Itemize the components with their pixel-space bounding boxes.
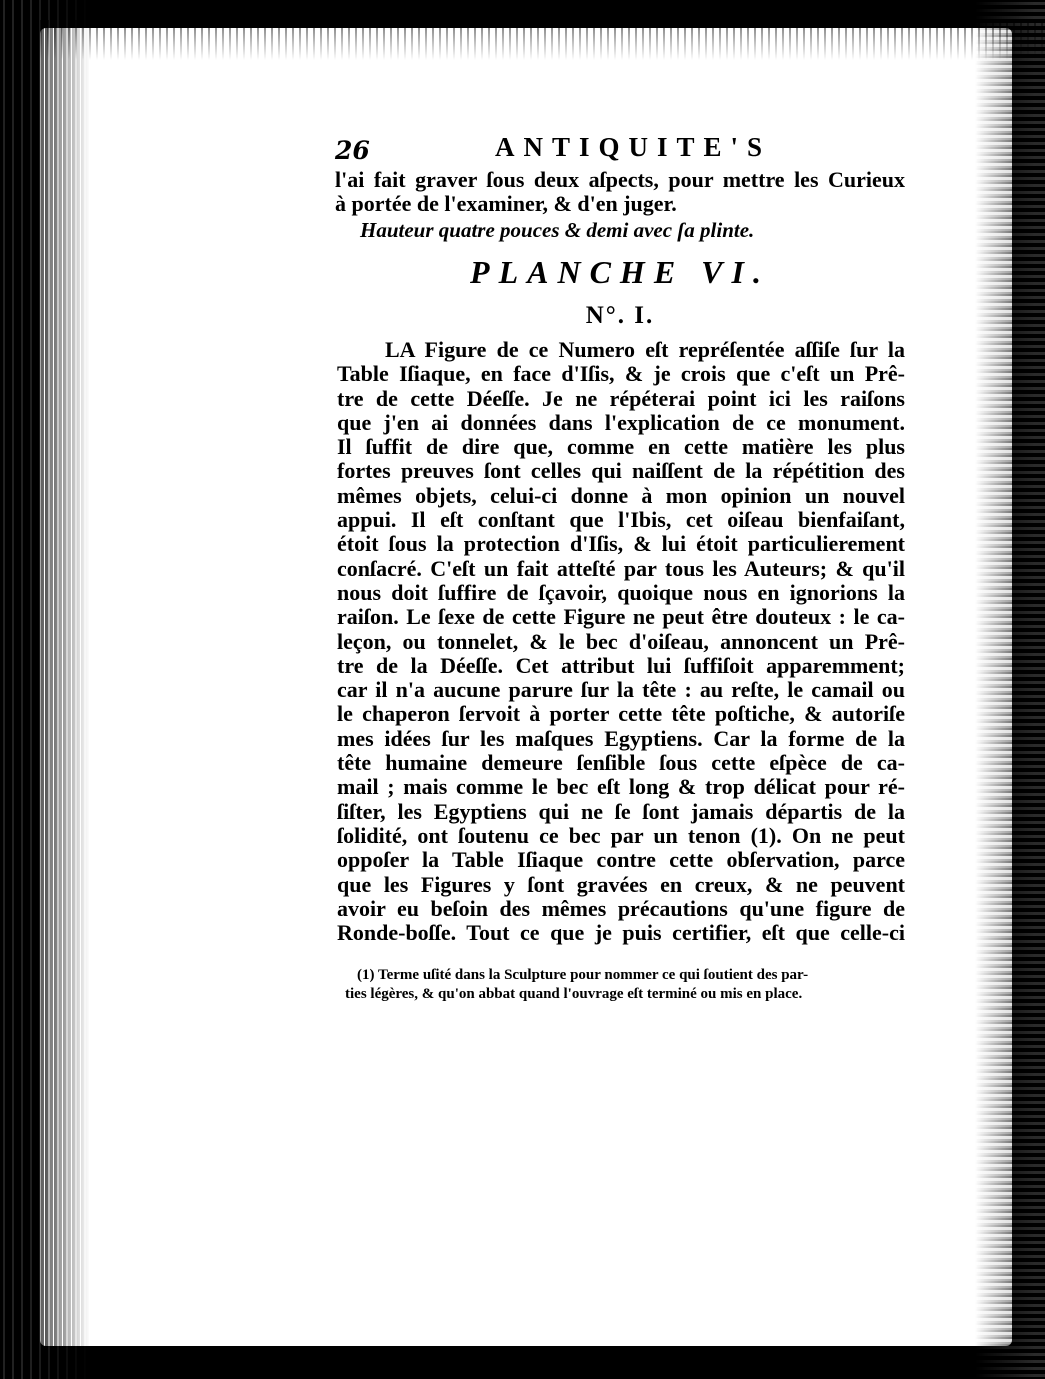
page-number: 26	[335, 136, 370, 165]
body-line: Table Iſiaque, en face d'Iſis, & je crois que c'eſt un Prê-	[337, 361, 905, 387]
body-line: le chaperon ſervoit à porter cette tête poſtiche, & autoriſe	[337, 701, 905, 727]
body-line: mes idées ſur les maſques Egyptiens. Car la forme de la	[337, 725, 905, 751]
intro-line: l'ai fait graver ſous deux aſpects, pour mettre les Curieux	[335, 167, 905, 192]
dimension-note: Hauteur quatre pouces & demi avec ſa plinte.	[360, 218, 755, 242]
scan-edge-top	[40, 20, 1045, 60]
body-line: étoit ſous la protection d'Iſis, & lui étoit particulierement	[337, 531, 905, 557]
body-line: ſiſter, les Egyptiens qui ne ſe ſont jamais départis de la	[337, 798, 905, 824]
body-line: nous doit ſuffire de ſçavoir, quoique nous en ignorions la	[337, 579, 905, 605]
intro-paragraph	[335, 168, 905, 217]
body-line: que j'en ai données dans l'explication de ce monument.	[337, 409, 905, 435]
body-line: que les Figures y ſont gravées en creux, & ne peuvent	[337, 871, 905, 897]
footnote-line: ties légères, & qu'on abbat quand l'ouvrage eſt terminé ou mis en place.	[345, 986, 803, 1002]
body-line: conſacré. C'eſt un fait atteſté par tous les Auteurs; & qu'il	[337, 555, 905, 581]
main-paragraph	[337, 338, 905, 945]
footnote-line: (1) Terme uſité dans la Sculpture pour nommer ce qui ſoutient des par-	[357, 967, 809, 983]
body-line: ſolidité, ont ſoutenu ce bec par un tenon (1). On ne peut	[337, 822, 905, 848]
body-line: Ronde-boſſe. Tout ce que je puis certifier, eſt que celle-ci	[337, 920, 905, 946]
body-line: tête humaine demeure ſenſible ſous cette eſpèce de ca-	[337, 750, 905, 776]
body-line: car il n'a aucune parure ſur la tête : au reſte, le camail ou	[337, 677, 905, 703]
running-head	[335, 132, 895, 172]
intro-line: à portée de l'examiner, & d'en juger.	[335, 191, 677, 217]
body-line: appui. Il eſt conſtant que l'Ibis, cet oiſeau bienfaiſant,	[337, 507, 905, 533]
body-line: raiſon. Le ſexe de cette Figure ne peut être douteux : le ca-	[337, 604, 905, 630]
plate-title: PLANCHE VI.	[470, 254, 770, 290]
number-heading: N°. I.	[585, 302, 655, 329]
body-line: mêmes objets, celui-ci donne à mon opinion un nouvel	[337, 482, 905, 508]
body-line: Il ſuffit de dire que, comme en cette matière les plus	[337, 434, 905, 460]
body-line: leçon, ou tonnelet, & le bec d'oiſeau, annoncent un Prê-	[337, 628, 905, 654]
body-line: mail ; mais comme le bec eſt long & trop délicat pour ré-	[337, 774, 905, 800]
running-title: ANTIQUITE'S	[495, 132, 772, 162]
body-line: LA Figure de ce Numero eſt repréſentée aſſiſe ſur la	[385, 337, 905, 362]
body-line: fortes preuves ſont celles qui naiſſent de la répétition des	[337, 458, 905, 484]
footnote	[345, 966, 890, 1004]
body-line: tre de cette Déeſſe. Je ne répéterai point ici les raiſons	[337, 385, 905, 411]
body-line: tre de la Déeſſe. Cet attribut lui ſuffiſoit apparemment;	[337, 652, 905, 678]
body-line: avoir eu beſoin des mêmes précautions qu'une figure de	[337, 895, 905, 921]
body-line: oppoſer la Table Iſiaque contre cette obſervation, parce	[337, 847, 905, 873]
